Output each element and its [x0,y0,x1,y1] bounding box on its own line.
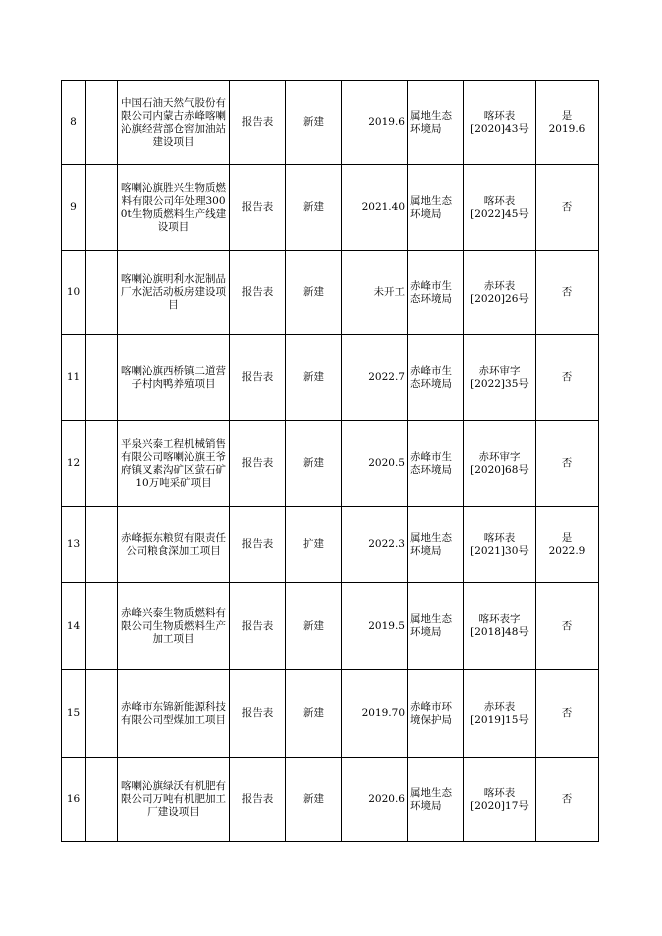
report-type [230,583,286,670]
approval-document [464,758,536,842]
acceptance-status-text: 是 [561,109,573,122]
approval-department-text: 赤峰市生态环境局 [410,364,452,390]
report-type-text: 报告表 [241,793,274,805]
construction-nature-text: 新建 [303,371,324,383]
report-type-text: 报告表 [241,707,274,719]
report-type [230,165,286,251]
approval-document [464,583,536,670]
row-number-text: 8 [70,116,77,128]
table-row [62,251,599,335]
report-type [230,507,286,583]
approval-department-text: 属地生态环境局 [410,531,452,557]
acceptance-status [536,583,599,670]
start-date [342,165,408,251]
project-name-text: 赤峰振东粮贸有限责任公司粮食深加工项目 [121,531,226,557]
construction-nature-text: 新建 [303,201,324,213]
approval-document-text: 赤环审字 [478,364,521,377]
approval-document-text: 喀环表 [483,109,516,122]
start-date [342,670,408,758]
acceptance-status-text: 否 [561,371,573,383]
approval-document-text: 喀环表 [483,531,516,544]
row-number [62,335,86,421]
blank-cell [86,583,118,670]
project-name-text: 喀喇沁旗胜兴生物质燃料有限公司年处理3000t生物质燃料生产线建设项目 [120,181,227,233]
acceptance-status [536,165,599,251]
start-date [342,507,408,583]
report-type-text: 报告表 [241,619,274,632]
approval-department [408,165,464,251]
start-date [342,335,408,421]
row-number-text: 16 [66,793,81,805]
acceptance-status-text: 2019.6 [548,122,586,135]
construction-nature [286,507,342,583]
approval-document-text: [2022]45号 [470,207,529,220]
project-name-text: 中国石油天然气股份有限公司内蒙古赤峰喀喇沁旗经营部仓窖加油站建设项目 [121,96,226,148]
table-row [62,165,599,251]
start-date-text: 2020.6 [368,793,405,805]
approval-document-text: [2021]30号 [470,544,529,557]
row-number-text: 13 [66,538,81,550]
approval-document [464,670,536,758]
approval-document-text: [2020]43号 [470,122,529,135]
approval-department [408,670,464,758]
approval-document-text: [2019]15号 [470,713,529,726]
blank-cell [86,81,118,165]
approval-department-text: 赤峰市生态环境局 [410,279,452,305]
table-row [62,507,599,583]
start-date-text: 2022.3 [368,538,405,550]
report-type-text: 报告表 [241,457,274,469]
approval-document-text: 赤环表 [483,700,516,713]
construction-nature [286,670,342,758]
acceptance-status-text: 否 [561,619,573,632]
approval-document-text: 喀环表 [483,194,516,207]
report-type-text: 报告表 [241,371,274,383]
project-name [118,507,230,583]
acceptance-status [536,758,599,842]
approval-document-text: [2020]17号 [470,799,529,812]
construction-nature [286,81,342,165]
construction-nature-text: 新建 [303,793,324,805]
construction-nature-text: 新建 [303,116,324,128]
project-name-text: 平泉兴泰工程机械销售有限公司喀喇沁旗王爷府镇叉素沟矿区萤石矿10万吨采矿项目 [121,437,226,489]
report-type [230,81,286,165]
construction-nature-text: 新建 [303,457,324,469]
construction-nature [286,251,342,335]
start-date-text: 2021.40 [361,201,405,213]
blank-cell [86,251,118,335]
approval-department [408,421,464,507]
project-name-text: 喀喇沁旗绿沃有机肥有限公司万吨有机肥加工厂建设项目 [121,780,226,818]
approval-document [464,81,536,165]
table-row [62,583,599,670]
approval-document-text: 喀环表字 [478,613,521,625]
row-number [62,758,86,842]
row-number [62,670,86,758]
table-row [62,758,599,842]
construction-nature [286,758,342,842]
approval-document-text: [2022]35号 [470,377,529,390]
project-name-text: 赤峰兴泰生物质燃料有限公司生物质燃料生产加工项目 [121,606,226,645]
start-date [342,758,408,842]
acceptance-status-text: 否 [561,286,573,298]
acceptance-status [536,335,599,421]
construction-nature [286,335,342,421]
row-number-text: 15 [66,707,81,719]
row-number [62,507,86,583]
approval-department [408,81,464,165]
construction-nature-text: 扩建 [303,538,324,550]
approval-document [464,165,536,251]
start-date-text: 未开工 [373,286,405,298]
acceptance-status-text: 2022.9 [548,544,586,557]
project-table [61,80,599,842]
approval-document [464,421,536,507]
start-date [342,421,408,507]
project-name [118,81,230,165]
approval-department [408,583,464,670]
start-date [342,81,408,165]
acceptance-status-text: 否 [561,457,573,469]
approval-document [464,335,536,421]
report-type [230,670,286,758]
acceptance-status-text: 是 [561,531,573,544]
start-date [342,251,408,335]
approval-department-text: 属地生态环境局 [410,613,452,638]
blank-cell [86,758,118,842]
approval-document [464,251,536,335]
project-name [118,758,230,842]
report-type [230,758,286,842]
report-type [230,251,286,335]
construction-nature [286,421,342,507]
approval-department-text: 赤峰市生态环境局 [410,450,452,476]
acceptance-status [536,507,599,583]
row-number [62,421,86,507]
project-name-text: 喀喇沁旗明利水泥制品厂水泥活动板房建设项目 [121,273,226,311]
approval-document-text: 喀环表 [483,786,516,799]
acceptance-status-text: 否 [561,201,573,213]
acceptance-status-text: 否 [561,707,573,719]
row-number [62,583,86,670]
construction-nature [286,583,342,670]
blank-cell [86,421,118,507]
project-name [118,335,230,421]
approval-document-text: [2020]26号 [470,292,529,305]
approval-department [408,758,464,842]
row-number [62,251,86,335]
acceptance-status-text: 否 [561,793,573,805]
acceptance-status [536,251,599,335]
report-type-text: 报告表 [241,286,274,298]
approval-document-text: 赤环审字 [478,450,521,463]
table-body [62,81,599,842]
report-type-text: 报告表 [241,201,274,213]
approval-document-text: [2020]68号 [470,463,529,476]
approval-department-text: 属地生态环境局 [410,194,452,220]
start-date-text: 2020.5 [368,457,405,469]
approval-department-text: 属地生态环境局 [410,109,452,135]
approval-document-text: 赤环表 [483,279,516,292]
project-name [118,421,230,507]
construction-nature [286,165,342,251]
project-name [118,583,230,670]
blank-cell [86,335,118,421]
start-date-text: 2022.7 [368,371,405,383]
start-date-text: 2019.5 [368,619,405,632]
row-number [62,165,86,251]
acceptance-status [536,670,599,758]
approval-department-text: 赤峰市环境保护局 [410,700,452,726]
approval-department [408,507,464,583]
project-name [118,670,230,758]
approval-document [464,507,536,583]
approval-department-text: 属地生态环境局 [410,786,452,812]
report-type [230,335,286,421]
row-number-text: 11 [66,371,81,383]
acceptance-status [536,421,599,507]
table-row [62,421,599,507]
approval-department [408,335,464,421]
row-number-text: 9 [70,201,77,213]
table-row [62,81,599,165]
blank-cell [86,507,118,583]
table-row [62,335,599,421]
project-name-text: 赤峰市东锦新能源科技有限公司型煤加工项目 [121,700,226,726]
blank-cell [86,165,118,251]
construction-nature-text: 新建 [303,286,324,298]
report-type-text: 报告表 [241,538,274,550]
blank-cell [86,670,118,758]
row-number-text: 12 [66,457,81,469]
construction-nature-text: 新建 [303,707,324,719]
approval-department [408,251,464,335]
approval-document-text: [2018]48号 [470,626,529,638]
project-name [118,251,230,335]
construction-nature-text: 新建 [303,619,324,632]
row-number [62,81,86,165]
row-number-text: 14 [66,619,81,632]
start-date-text: 2019.70 [361,707,405,719]
report-type-text: 报告表 [241,116,274,128]
start-date [342,583,408,670]
start-date-text: 2019.6 [368,116,405,128]
row-number-text: 10 [66,286,81,298]
acceptance-status [536,81,599,165]
project-name [118,165,230,251]
table-row [62,670,599,758]
report-type [230,421,286,507]
project-name-text: 喀喇沁旗西桥镇二道营子村肉鸭养殖项目 [121,364,226,390]
